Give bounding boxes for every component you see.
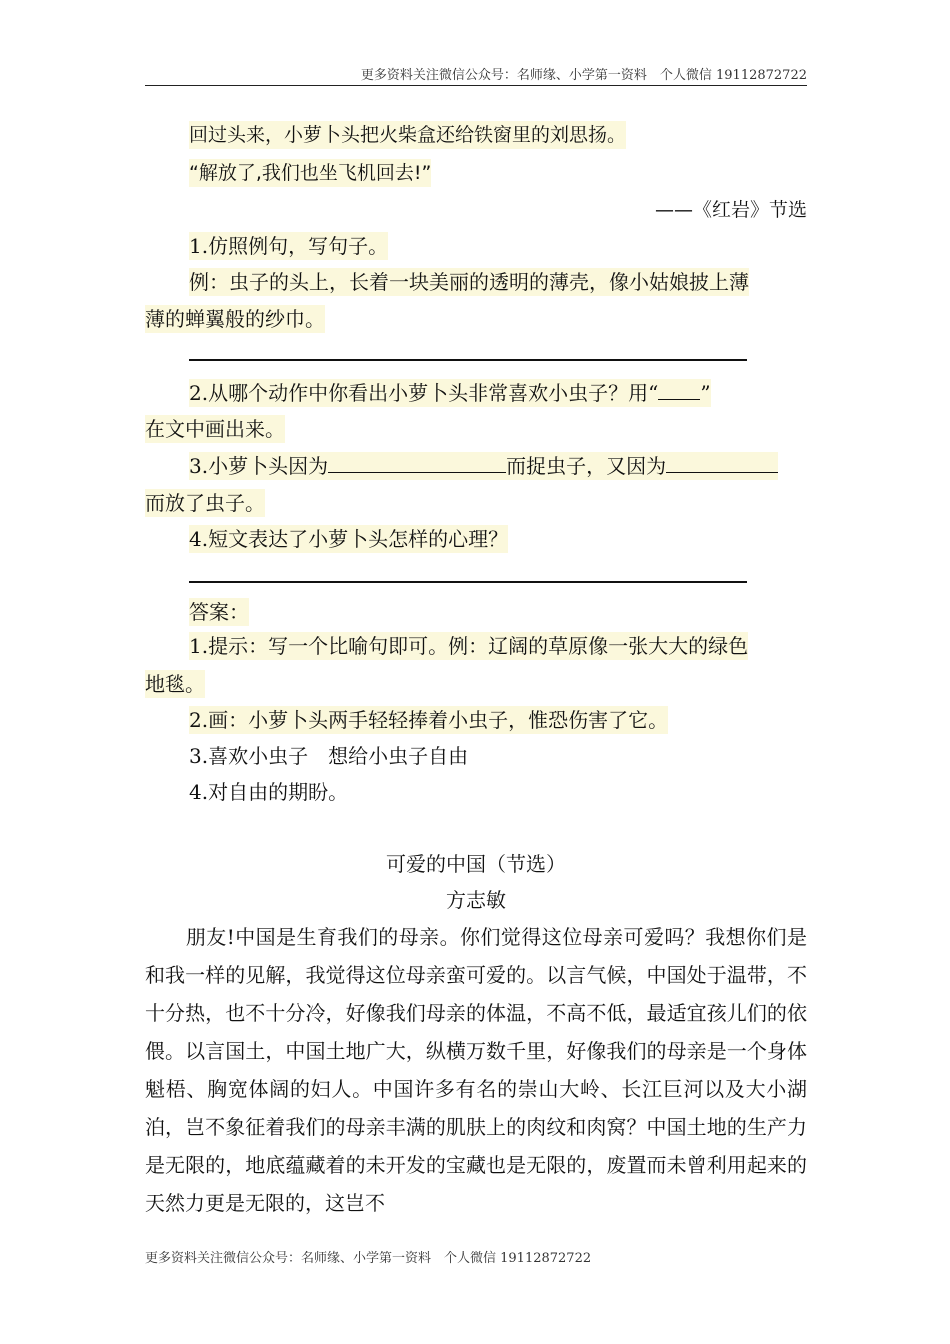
question-1-example-line-2: 薄的蝉翼般的纱巾。 [145, 307, 325, 331]
question-3-line-2: 而放了虫子。 [145, 491, 265, 515]
question-3-blank-1[interactable] [328, 454, 506, 473]
question-2-quote-end: ” [700, 381, 711, 405]
story-line-1: 回过头来，小萝卜头把火柴盒还给铁窗里的刘思扬。 [189, 121, 626, 149]
question-3-text-b: 而捉虫子，又因为 [506, 454, 667, 478]
answer-4: 4.对自由的期盼。 [189, 780, 349, 804]
answers-heading: 答案： [189, 600, 249, 624]
article-paragraph: 朋友!中国是生育我们的母亲。你们觉得这位母亲可爱吗？我想你们是和我一样的见解，我觉得这位母亲蛮可爱的。以言气候，中国处于温带，不十分热，也不十分冷，好像我们母亲的体温，不高不低，最适宜孩儿们的依偎。以言国土，中国土地广大，纵横万数千里，好像我们的母亲是一个身体魁梧、胸宽体阔的妇人。中国许多有名的崇山大岭、长江巨河以及大小湖泊，岂不象征着我们的母亲丰满的肌肤上的肉纹和肉窝？中国土地的生产力是无限的，地底蕴藏着的未开发的宝藏也是无限的，废置而未曾利用起来的天然力更是无限的，这岂不 [145, 925, 807, 1215]
page-footer: 更多资料关注微信公众号：名师缘、小学第一资料 个人微信 19112872722 [145, 1251, 592, 1266]
answer-1-line-2: 地毯。 [145, 672, 205, 696]
article-author: 方志敏 [446, 888, 506, 912]
underline-sample [658, 381, 700, 400]
question-1: 1.仿照例句，写句子。 [189, 234, 389, 258]
question-3-line-1 [189, 452, 778, 480]
answer-1-line-1: 1.提示：写一个比喻句即可。例：辽阔的草原像一张大大的绿色 [189, 634, 749, 658]
page-header: 更多资料关注微信公众号：名师缘、小学第一资料 个人微信 19112872722 [360, 68, 807, 83]
story-source: ——《红岩》节选 [654, 199, 807, 221]
question-4: 4.短文表达了小萝卜头怎样的心理？ [189, 527, 509, 551]
question-2-line-2: 在文中画出来。 [145, 417, 285, 441]
question-3-blank-2[interactable] [666, 454, 778, 473]
question-1-example-line-1: 例：虫子的头上，长着一块美丽的透明的薄壳，像小姑娘披上薄 [189, 270, 749, 294]
article-title: 可爱的中国（节选） [386, 852, 566, 876]
question-3-text-a: 3.小萝卜头因为 [189, 454, 329, 478]
question-2-text: 2.从哪个动作中你看出小萝卜头非常喜欢小虫子？用“ [189, 381, 659, 405]
answer-2: 2.画：小萝卜头两手轻轻捧着小虫子，惟恐伤害了它。 [189, 708, 669, 732]
answer-line-q4 [189, 581, 747, 583]
answer-line-q1 [189, 359, 747, 361]
answer-3: 3.喜欢小虫子 想给小虫子自由 [189, 744, 469, 768]
story-line-2: “解放了,我们也坐飞机回去!” [189, 159, 431, 187]
question-2-line-1 [189, 379, 711, 407]
header-divider [145, 85, 807, 86]
